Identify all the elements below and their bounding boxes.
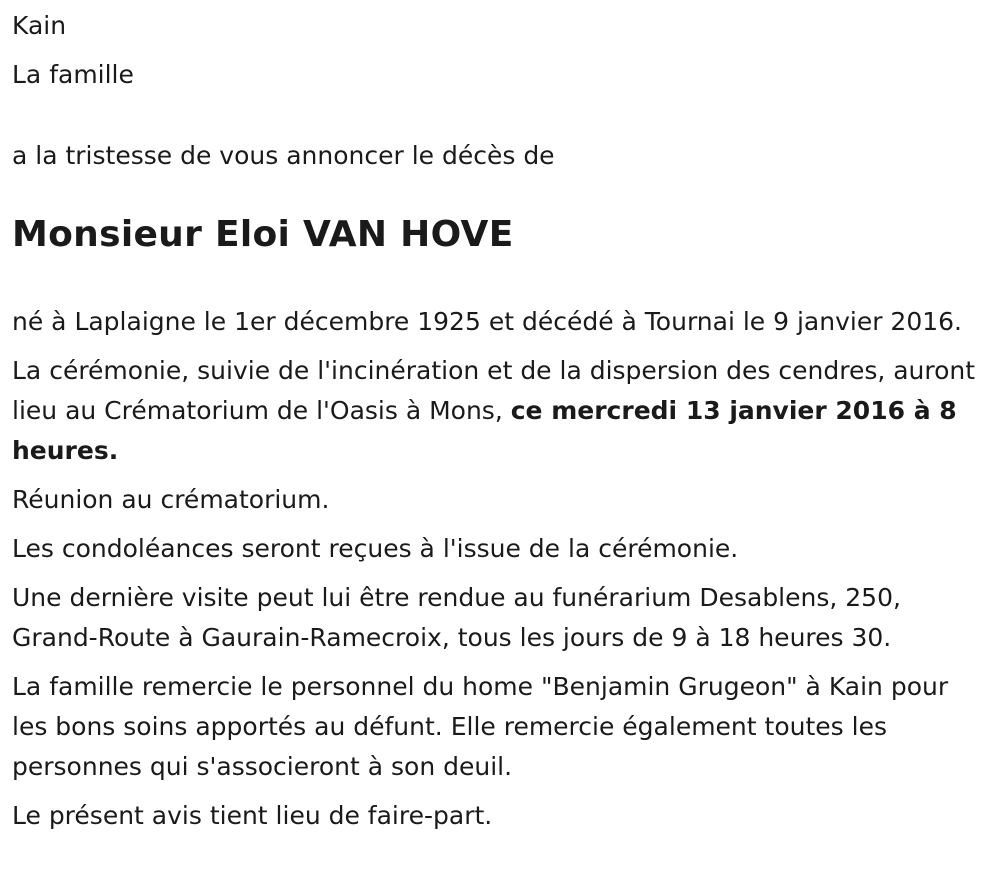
thanks-paragraph: La famille remercie le personnel du home "Benjamin Grugeon" à Kain pour les bons soins apportés au défunt. Elle remercie également toutes les personnes qui s'associeront à son deuil. [12,672,949,781]
closing-paragraph: Le présent avis tient lieu de faire-part. [12,801,493,830]
notice-body [12,302,982,845]
ceremony-paragraph [12,351,982,471]
condolences-paragraph: Les condoléances seront reçues à l'issue de la cérémonie. [12,534,739,563]
ceremony-date: ce mercredi 13 janvier 2016 à 8 heures. [12,396,957,465]
deceased-name: Monsieur Eloi VAN HOVE [12,214,514,255]
meeting-paragraph: Réunion au crématorium. [12,485,330,514]
visit-paragraph: Une dernière visite peut lui être rendue au funérarium Desablens, 250, Grand-Route à Gaurain-Ramecroix, tous les jours de 9 à 18 heures 30. [12,583,901,652]
family-label: La famille [12,60,134,89]
intro-text: a la tristesse de vous annoncer le décès de [12,141,555,170]
city-label: Kain [12,11,67,40]
ceremony-text: La cérémonie, suivie de l'incinération et de la dispersion des cendres, auront lieu au Crématorium de l'Oasis à Mons, [12,356,976,425]
birth-death-paragraph: né à Laplaigne le 1er décembre 1925 et décédé à Tournai le 9 janvier 2016. [12,307,962,336]
